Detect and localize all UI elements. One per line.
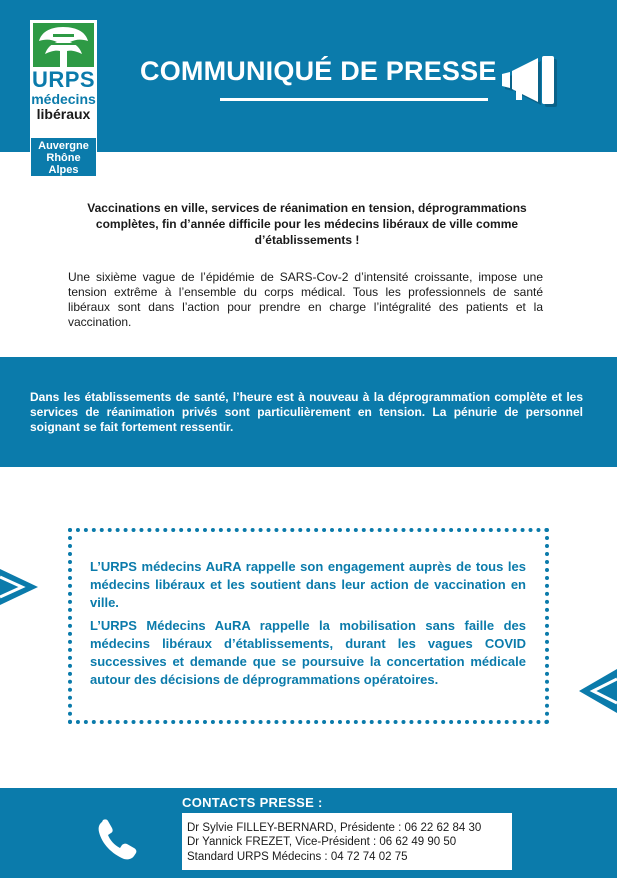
contacts-title: CONTACTS PRESSE :: [182, 795, 323, 810]
logo-liberaux-text: libéraux: [36, 106, 91, 122]
title-underline: [220, 98, 488, 101]
chevron-right-icon: [0, 567, 40, 607]
logo-medecins-text: médecins: [31, 91, 96, 107]
megaphone-icon: [500, 52, 564, 108]
statement-paragraph-1: L’URPS médecins AuRA rappelle son engagement auprès de tous les médecins libéraux et les soutient dans leur action de vaccination en ville.: [90, 559, 526, 610]
urps-logo: [30, 20, 97, 177]
phone-icon: [96, 818, 138, 862]
chevron-left-icon: [578, 667, 617, 715]
intro-paragraph: Une sixième vague de l’épidémie de SARS-Cov-2 d’intensité croissante, impose une tension extrême à l’ensemble du corps médical. Tous les professionnels de santé libéraux sont dans l’action pour prendre en charge l’intégralité des patients et la vaccination.: [68, 270, 543, 329]
logo-region-alpes: Alpes: [48, 164, 79, 176]
contact-line-vice-president: Dr Yannick FREZET, Vice-Président : 06 62 49 90 50: [187, 836, 457, 848]
logo-region-auvergne: Auvergne: [38, 140, 89, 152]
logo-top-panel: [31, 21, 96, 138]
logo-region-rhone: Rhône: [46, 152, 81, 164]
statement-paragraph-2: L’URPS Médecins AuRA rappelle la mobilisation sans faille des médecins libéraux d’établissements, durant les vagues COVID successives et demande que se poursuive la concertation médicale autour des décisions de déprogrammations opératoires.: [90, 618, 526, 687]
page-title: COMMUNIQUÉ DE PRESSE: [140, 56, 497, 86]
logo-urps-text: URPS: [31, 67, 96, 92]
contact-line-president: Dr Sylvie FILLEY-BERNARD, Présidente : 06 22 62 84 30: [187, 822, 482, 834]
highlight-paragraph: Dans les établissements de santé, l’heure est à nouveau à la déprogrammation complète et les services de réanimation privés sont particulièrement en tension. La pénurie de personnel soignant se fait fortement ressentir.: [30, 390, 583, 434]
contact-line-standard: Standard URPS Médecins : 04 72 74 02 75: [187, 851, 408, 863]
headline: Vaccinations en ville, services de réanimation en tension, déprogrammations complètes, fin d’année difficile pour les médecins libéraux de ville comme d’établissements !: [87, 201, 527, 247]
tree-icon: [31, 21, 96, 69]
